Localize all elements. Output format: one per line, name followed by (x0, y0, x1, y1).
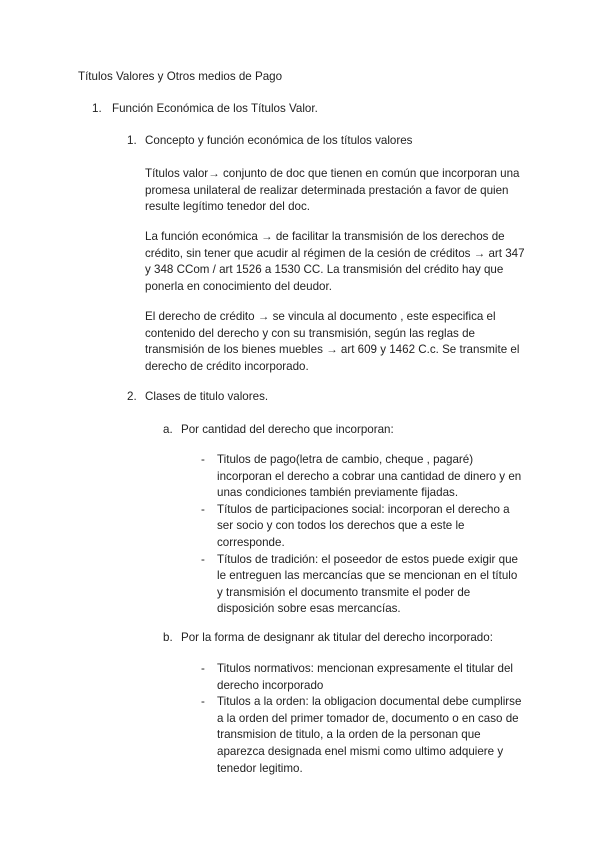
group-label: Por cantidad del derecho que incorporan: (181, 423, 394, 436)
list-item: - Titulos a la orden: la obligacion documental debe cumplirse a la orden del primer tomador de, documento o en caso de transmision de titulo, a la orden de la personan que aparezca designada enel mismi como ultimo adquiere y tenedor legitimo. (199, 694, 524, 777)
subsection-label: Clases de titulo valores. (145, 390, 269, 403)
paragraph-credit-right: El derecho de crédito → se vincula al documento , este especifica el contenido del derecho y con su transmisión, según las reglas de transmisión de los bienes muebles → art 609 y 1462 C.c. Se transmite el derecho de crédito incorporado. (145, 310, 520, 373)
bullet-list-a (199, 452, 524, 618)
group-heading-b (163, 630, 493, 647)
subsection-heading-2 (127, 389, 268, 406)
list-item: - Titulos de pago(letra de cambio, cheque , pagaré) incorporan el derecho a cobrar una cantidad de dinero y en unas condiciones también previamente fijadas. (199, 452, 524, 502)
section-label: Función Económica de los Títulos Valor. (112, 102, 318, 115)
subsection-number: 2. (127, 390, 137, 403)
group-heading-a (163, 422, 394, 439)
subsection-heading-1 (127, 133, 412, 150)
list-item: - Títulos de tradición: el poseedor de estos puede exigir que le entreguen las mercancías que se mencionan en el título y transmisión el documento transmite el poder de disposición sobre esas mercancías. (199, 552, 524, 618)
paragraph-definition: Títulos valor→ conjunto de doc que tienen en común que incorporan una promesa unilateral de realizar determinada prestación a favor de quien resulte legítimo tenedor del doc. (145, 167, 520, 214)
section-heading-1 (92, 101, 318, 118)
section-number: 1. (92, 102, 102, 115)
group-letter: b. (163, 631, 173, 644)
bullet-list-b (199, 661, 524, 777)
subsection-number: 1. (127, 134, 137, 147)
list-item: - Titulos normativos: mencionan expresamente el titular del derecho incorporado (199, 661, 524, 694)
document-title: Títulos Valores y Otros medios de Pago (78, 70, 283, 83)
subsection-label: Concepto y función económica de los títulos valores (145, 134, 413, 147)
paragraph-economic-function: La función económica → de facilitar la transmisión de los derechos de crédito, sin tener que acudir al régimen de la cesión de créditos → art 347 y 348 CCom / art 1526 a 1530 CC. La transmisión del crédito hay que ponerla en conocimiento del deudor. (145, 230, 525, 293)
group-label: Por la forma de designanr ak titular del derecho incorporado: (181, 631, 493, 644)
group-letter: a. (163, 423, 173, 436)
list-item: - Títulos de participaciones social: incorporan el derecho a ser socio y con todos los derechos que a este le corresponde. (199, 502, 524, 552)
